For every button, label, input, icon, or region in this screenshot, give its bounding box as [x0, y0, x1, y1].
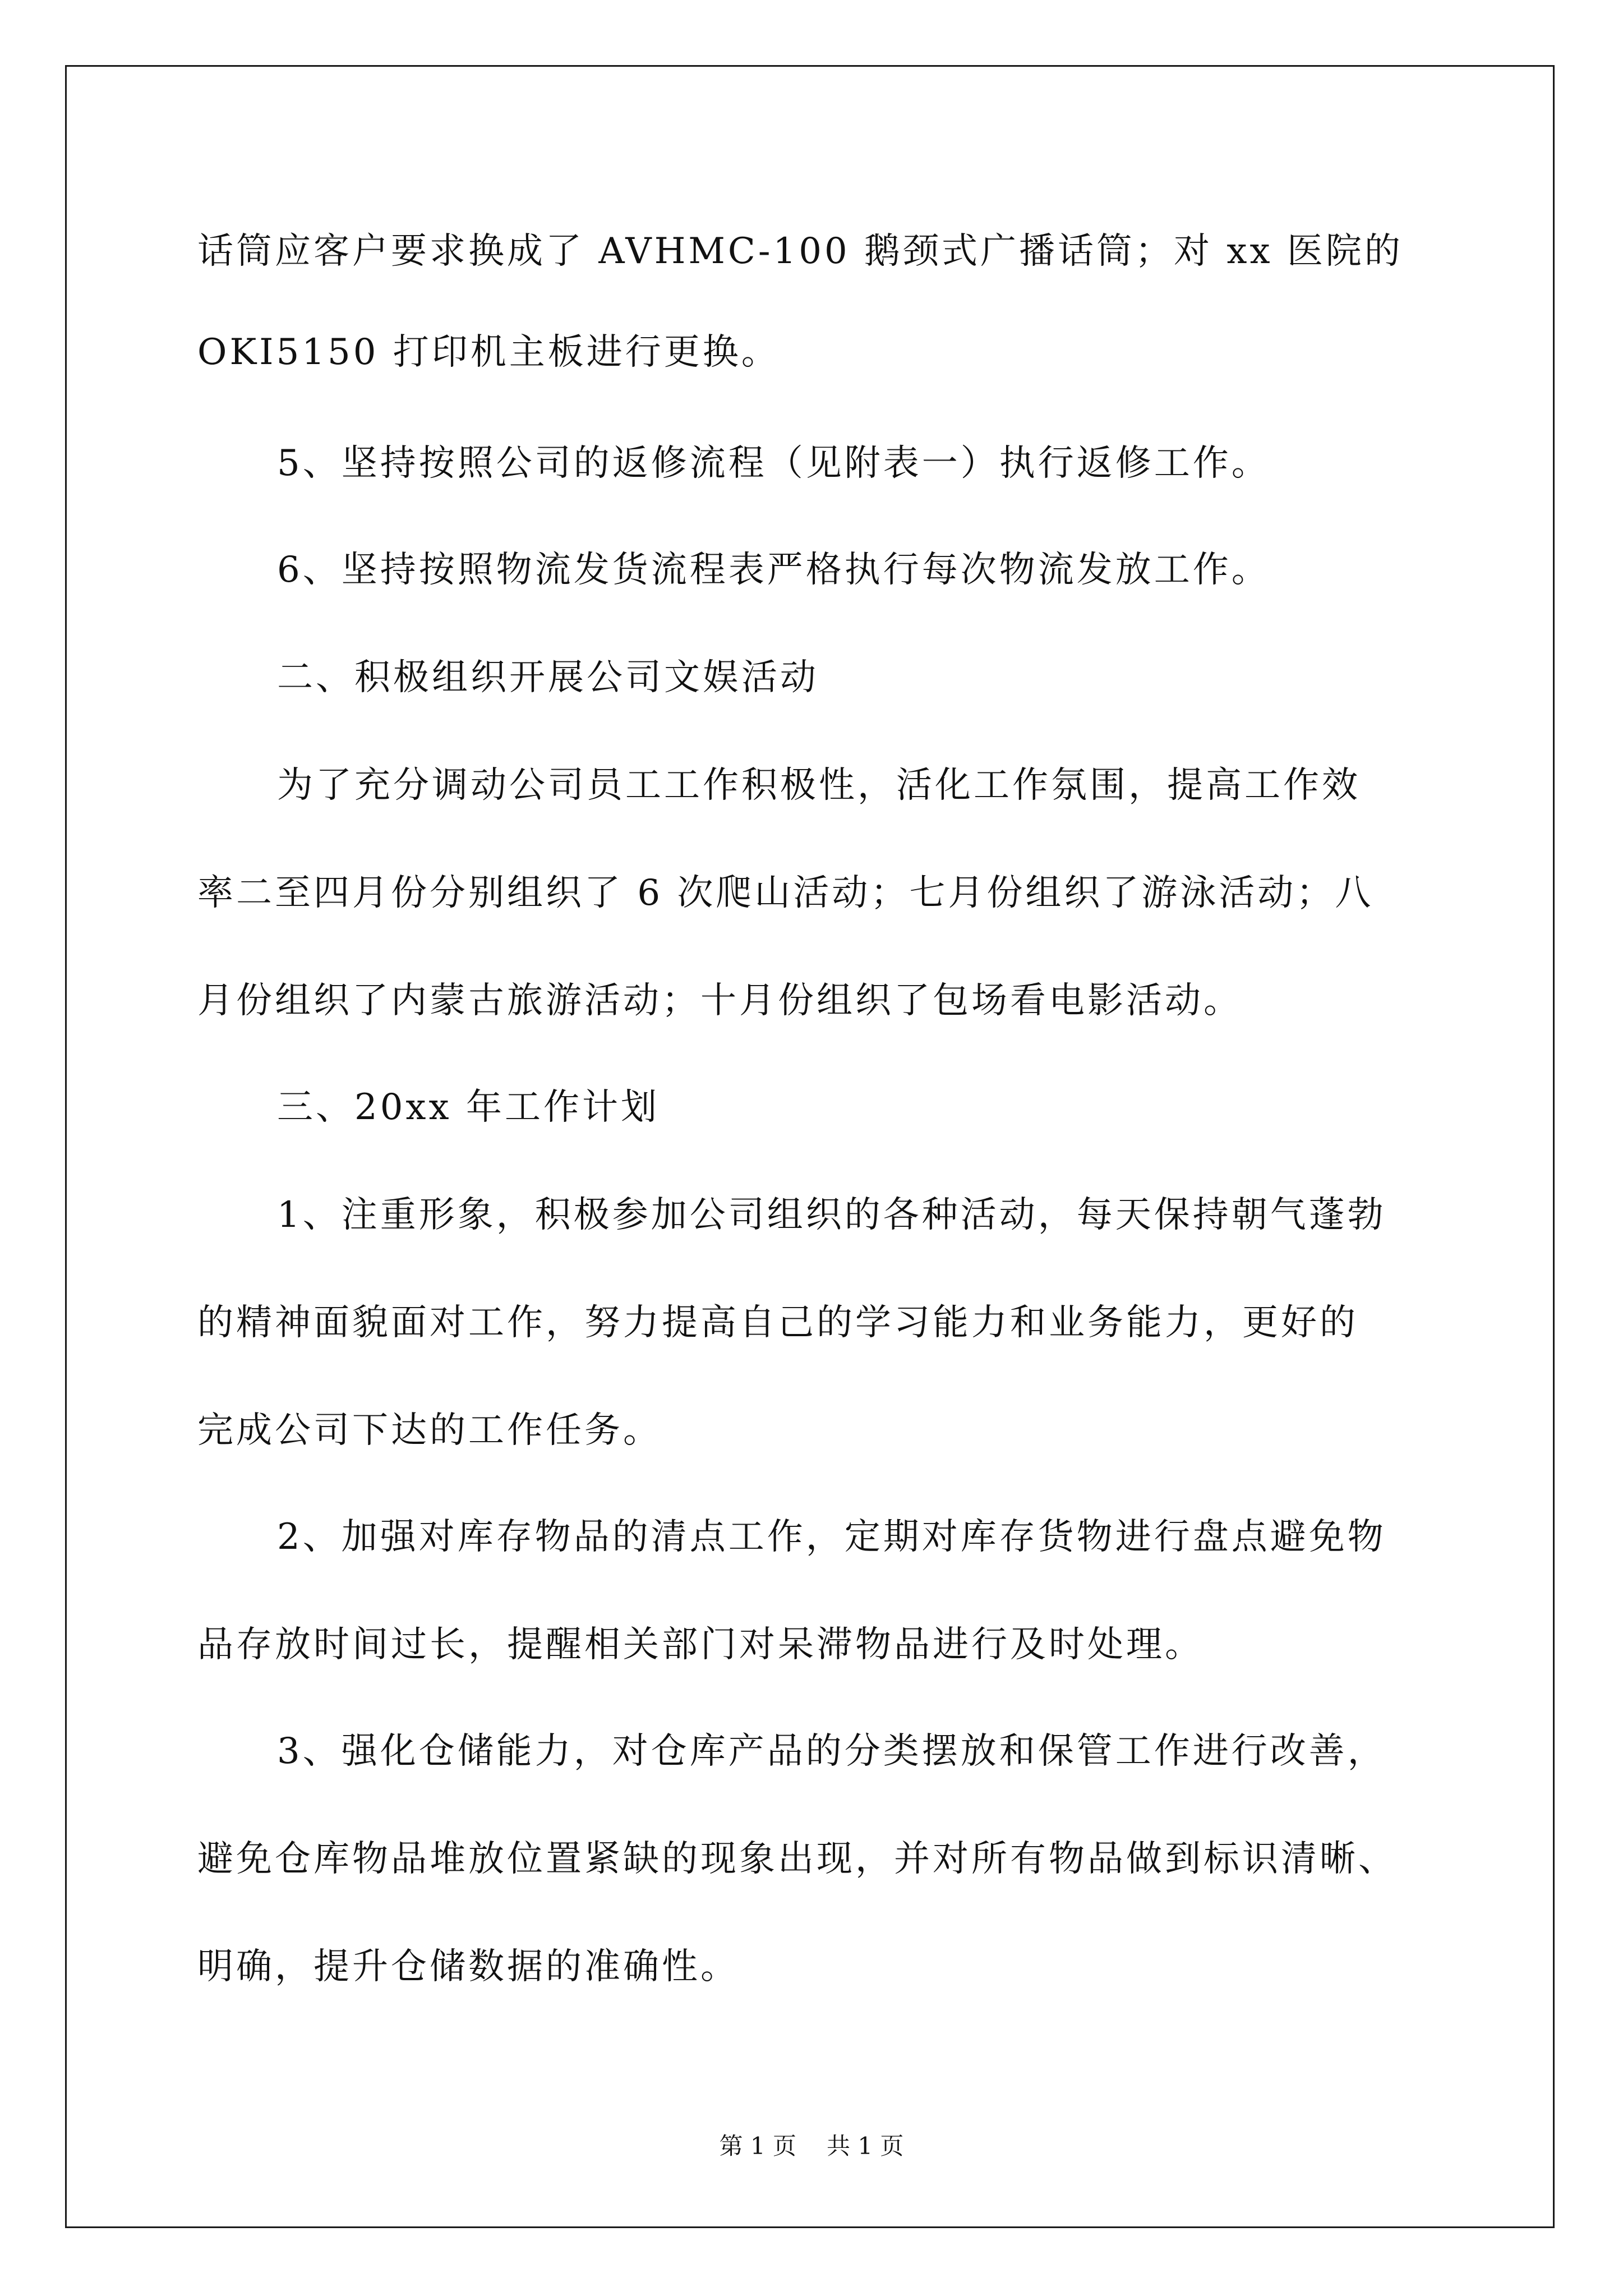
body-line: 为了充分调动公司员工工作积极性，活化工作氛围，提高工作效: [277, 765, 1361, 806]
body-line: OKI5150 打印机主板进行更换。: [197, 332, 780, 373]
list-item: 2、加强对库存物品的清点工作，定期对库存货物进行盘点避免物: [277, 1516, 1386, 1558]
body-line: 率二至四月份分别组织了 6 次爬山活动；七月份组织了游泳活动；八: [197, 872, 1374, 914]
list-item: 3、强化仓储能力，对仓库产品的分类摆放和保管工作进行改善，: [277, 1731, 1386, 1772]
body-line: 明确，提升仓储数据的准确性。: [197, 1946, 739, 1987]
page-footer: [0, 2132, 1623, 2161]
list-item: 5、坚持按照公司的返修流程（见附表一）执行返修工作。: [277, 443, 1270, 484]
section-heading: 三、20xx 年工作计划: [277, 1087, 660, 1128]
body-line: 避免仓库物品堆放位置紧缺的现象出现，并对所有物品做到标识清晰、: [197, 1838, 1397, 1880]
list-item: 6、坚持按照物流发货流程表严格执行每次物流发放工作。: [277, 549, 1270, 591]
body-line: 品存放时间过长，提醒相关部门对呆滞物品进行及时处理。: [197, 1624, 1204, 1665]
body-line: 话筒应客户要求换成了 AVHMC-100 鹅颈式广播话筒；对 xx 医院的: [197, 231, 1403, 272]
page-number: 第 1 页: [719, 2132, 796, 2160]
body-line: 月份组织了内蒙古旅游活动；十月份组织了包场看电影活动。: [197, 980, 1242, 1022]
page-total: 共 1 页: [827, 2132, 904, 2160]
list-item: 1、注重形象，积极参加公司组织的各种活动，每天保持朝气蓬勃: [277, 1194, 1386, 1236]
section-heading: 二、积极组织开展公司文娱活动: [277, 657, 819, 698]
body-line: 完成公司下达的工作任务。: [197, 1410, 662, 1451]
body-line: 的精神面貌面对工作，努力提高自己的学习能力和业务能力，更好的: [197, 1302, 1358, 1343]
page-border: [65, 65, 1555, 2228]
